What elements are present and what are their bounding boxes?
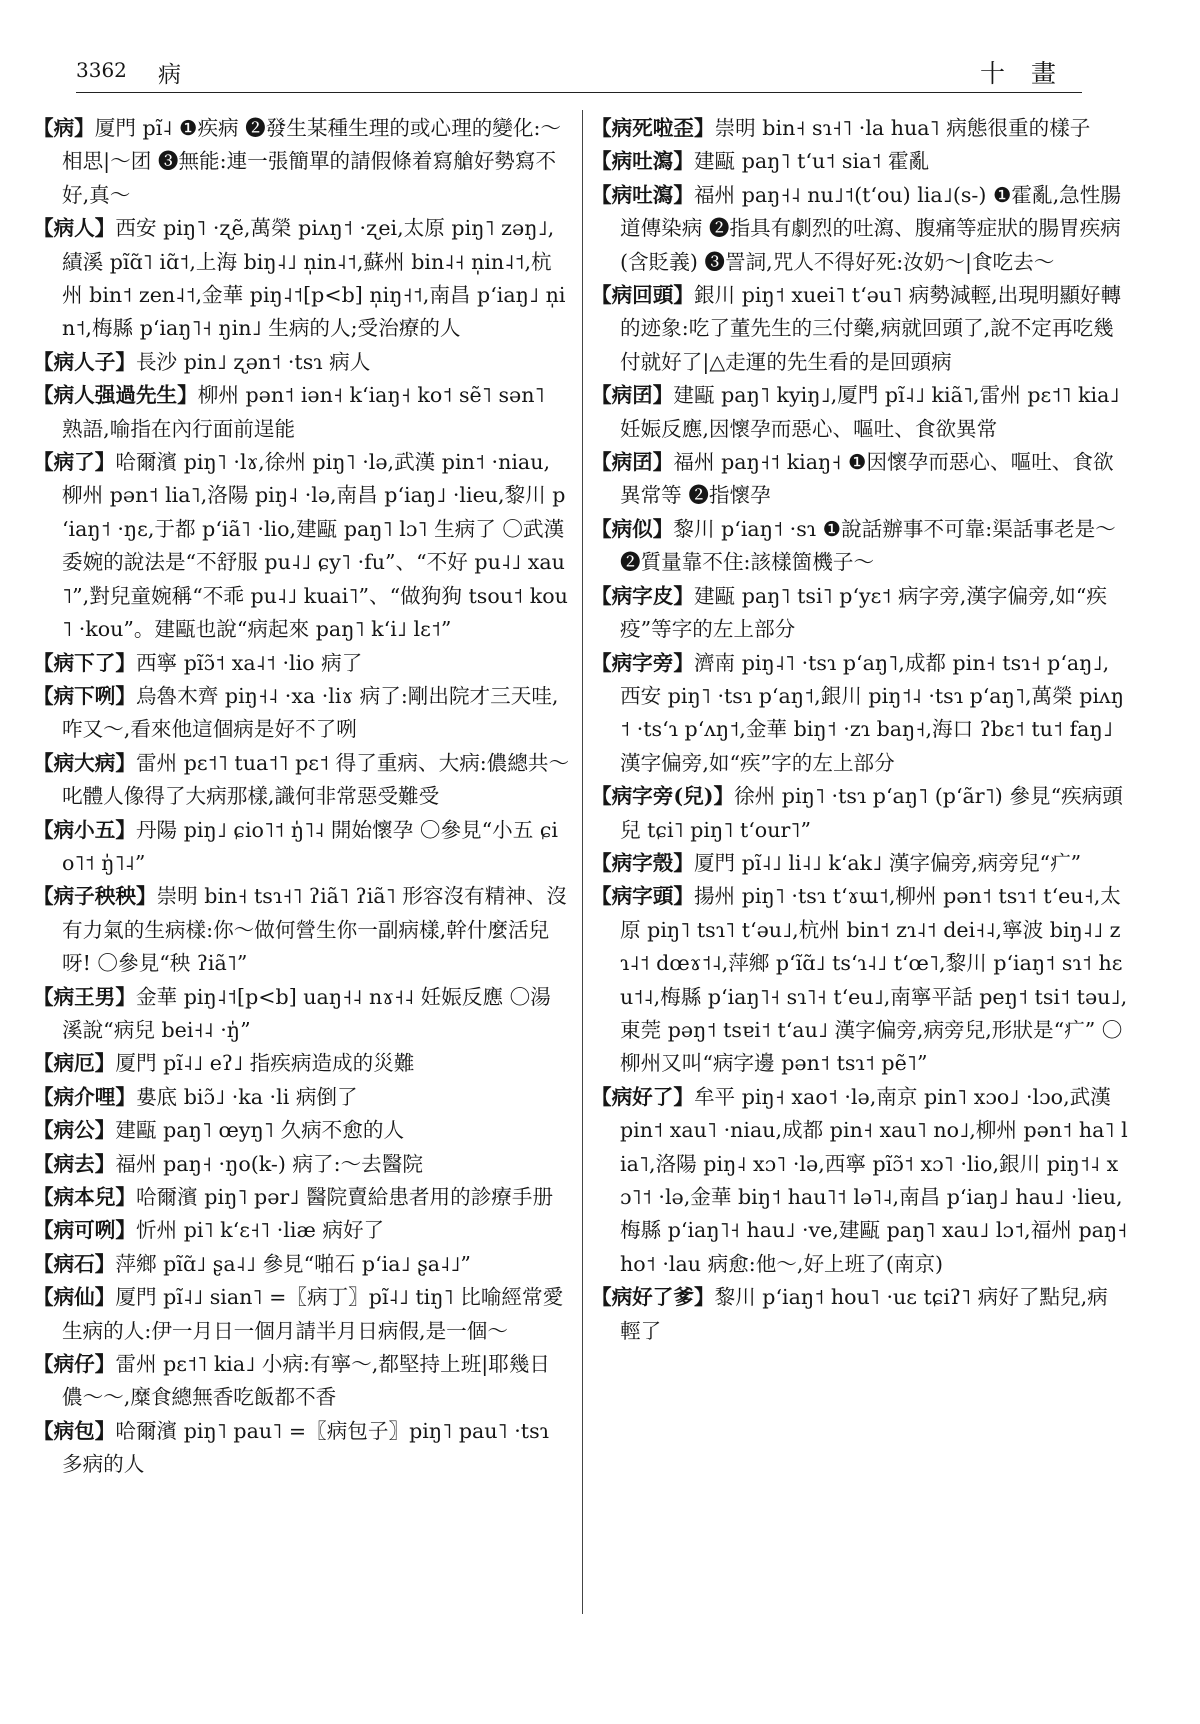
dictionary-entry	[33, 446, 570, 646]
entry-headword: 【病子秧秧】	[33, 884, 157, 909]
entry-definition: 哈爾濱 piŋ˥ pər˩ 醫院賣給患者用的診療手册	[135, 1185, 554, 1209]
dictionary-entry	[33, 1148, 570, 1181]
entry-headword: 【病公】	[33, 1118, 116, 1143]
entry-headword: 【病好了爹】	[591, 1285, 715, 1310]
entry-headword: 【病包】	[33, 1418, 116, 1443]
column-divider	[582, 110, 583, 1614]
entry-definition: 柳州 pən˦ iən˧ kʻiaŋ˧ ko˦ sẽ˥ sən˥ 熟語,喻指在內行面前逞能	[62, 383, 552, 441]
dictionary-entry	[591, 780, 1128, 847]
entry-headword: 【病似】	[591, 516, 674, 541]
entry-headword: 【病王男】	[33, 984, 136, 1009]
entry-headword: 【病人子】	[33, 349, 136, 374]
entry-definition: 崇明 bin˧ tsɿ˧˥ ʔiã˥ ʔiã˥ 形容沒有精神、沒有力氣的生病樣:你～做何營生你一副病樣,幹什麼活兒呀! 〇參見“秧 ʔiã˥”	[62, 884, 568, 976]
dictionary-entry	[33, 1281, 570, 1348]
stroke-section: 十畫	[979, 59, 1082, 88]
entry-headword: 【病去】	[33, 1151, 116, 1176]
entry-definition: 雷州 pɛ˦˥ kia˩ 小病:有寧～,都堅持上班|耶幾日儂～～,糜食總無香吃飯都不香	[62, 1352, 551, 1410]
left-column	[33, 112, 570, 1482]
entry-headword: 【病介哩】	[33, 1084, 136, 1109]
entry-definition: 西寧 pĩɔ̃˦ xa˨˦ ·lio 病了	[135, 650, 363, 675]
entry-definition: 哈爾濱 piŋ˥ pau˥ =〖病包子〗piŋ˥ pau˥ ·tsɿ 多病的人	[62, 1418, 556, 1477]
entry-definition: 建甌 paŋ˥ tʻu˦ sia˦ 霍亂	[693, 149, 930, 174]
dictionary-entry	[33, 112, 570, 212]
entry-definition: 牟平 piŋ˧ xao˦ ·lə,南京 pin˥ xɔo˩ ·lɔo,武漢 pin˦ xau˥ ·niau,成都 pin˧ xau˥ no˩,柳州 pən˦ ha˥ lia˥,洛陽 piŋ˨ xɔ˥ ·lə,西寧 pĩɔ̃˦ xɔ˥ ·lio,銀川 piŋ˦˨ xɔ˥˦ ·lə,金華 biŋ˦ hau˥˦ lə˥˨,南昌 pʻiaŋ˩ hau˩ ·lieu,梅縣 pʻiaŋ˥˧ hau˩ ·ve,建甌 paŋ˥ xau˩ lɔ˦,福州 paŋ˧ ho˦ ·lau 病愈:他～,好上班了(南京)	[620, 1084, 1134, 1276]
dictionary-entry	[33, 1181, 570, 1214]
entry-definition: 銀川 piŋ˦ xuei˥ tʻəu˥ 病勢減輕,出現明顯好轉的迹象:吃了董先生的三付藥,病就回頭了,說不定再吃幾付就好了|△走運的先生看的是回頭病	[620, 283, 1122, 374]
entry-headword: 【病本兒】	[33, 1185, 136, 1209]
entry-headword: 【病人】	[33, 216, 116, 241]
entry-headword: 【病回頭】	[591, 283, 694, 308]
dictionary-entry	[591, 145, 1128, 178]
entry-headword: 【病囝】	[591, 450, 674, 475]
right-column	[591, 112, 1134, 1348]
dictionary-entry	[33, 379, 570, 446]
dictionary-entry	[591, 379, 1128, 446]
entry-definition: 西安 piŋ˥ ·ʐẽ,萬榮 piʌŋ˦ ·ʐei,太原 piŋ˥ zəŋ˩,績溪 pĩɑ̃˥ iɑ̃˦,上海 biŋ˨˩ n̩in˨˦,蘇州 bin˨˧ n̩in˨˦,杭州 bin˦ zen˨˦,金華 piŋ˨˦[p<b] n̩iŋ˧˦,南昌 pʻiaŋ˩ n̩in˦,梅縣 pʻiaŋ˥˧ ŋin˩ 生病的人;受治療的人	[62, 216, 566, 341]
entry-definition: 厦門 pĩ˨˩ eʔ˩ 指疾病造成的災難	[115, 1051, 415, 1076]
dictionary-entry	[33, 814, 570, 881]
dictionary-entry	[33, 1214, 570, 1247]
entry-headword: 【病可咧】	[33, 1218, 136, 1243]
dictionary-entry	[33, 212, 570, 346]
dictionary-entry	[591, 580, 1128, 647]
entry-headword: 【病石】	[33, 1251, 116, 1276]
entry-headword: 【病字皮】	[591, 583, 694, 608]
dictionary-entry	[33, 1348, 570, 1415]
entry-definition: 福州 paŋ˧˨ nu˩˦(tʻou) lia˩(s-) ❶霍亂,急性腸道傳染病 ❷指具有劇烈的吐瀉、腹痛等症狀的腸胃疾病(含貶義) ❸詈詞,咒人不得好死:汝奶～|食吃去～	[620, 182, 1121, 274]
dictionary-entry	[591, 112, 1128, 145]
entry-definition: 徐州 piŋ˥ ·tsɿ pʻaŋ˥ (pʻãr˥) 參見“疾病頭兒 tɕi˥ piŋ˥ tʻour˥”	[620, 784, 1123, 842]
entry-definition: 建甌 paŋ˥ tsi˥ pʻyɛ˦ 病字旁,漢字偏旁,如“疾疫”等字的左上部分	[620, 583, 1107, 642]
dictionary-entry	[33, 1415, 570, 1482]
header-rule	[76, 92, 1082, 93]
entry-definition: 建甌 paŋ˥ kyiŋ˩,厦門 pĩ˨˩ kiã˥,雷州 pɛ˦˥ kia˩ 妊娠反應,因懷孕而惡心、嘔吐、食欲異常	[620, 383, 1127, 441]
dictionary-entry	[591, 847, 1128, 880]
dictionary-entry	[591, 446, 1128, 513]
head-character: 病	[158, 62, 181, 88]
entry-headword: 【病死啦歪】	[591, 116, 715, 140]
dictionary-entry	[33, 1114, 570, 1147]
entry-definition: 金華 piŋ˨˦[p<b] uaŋ˧˨ nɤ˧˨ 妊娠反應 〇湯溪說“病兒 bei˧˨ ·ŋ̍”	[62, 984, 551, 1042]
entry-headword: 【病人强過先生】	[33, 383, 198, 408]
dictionary-entry	[33, 346, 570, 379]
entry-headword: 【病好了】	[591, 1084, 694, 1109]
dictionary-entry	[33, 1047, 570, 1080]
entry-headword: 【病囝】	[591, 383, 674, 408]
entry-definition: 萍鄉 pĩɑ̃˩ ʂa˨˩ 參見“啪石 pʻia˩ ʂa˨˩”	[115, 1251, 471, 1276]
dictionary-entry	[591, 179, 1128, 279]
dictionary-entry	[33, 981, 570, 1048]
entry-headword: 【病字頭】	[591, 884, 694, 909]
entry-definition: 建甌 paŋ˥ œyŋ˥ 久病不愈的人	[115, 1118, 405, 1143]
entry-definition: 烏魯木齊 piŋ˧˨ ·xa ·liɤ 病了:剛出院才三天哇,咋又～,看來他這個病是好不了咧	[62, 683, 559, 742]
dictionary-entry	[33, 1248, 570, 1281]
entry-headword: 【病厄】	[33, 1051, 116, 1076]
entry-definition: 厦門 pĩ˨˩ li˨˩ kʻak˩ 漢字偏旁,病旁兒“疒”	[693, 850, 1082, 875]
dictionary-entry	[33, 647, 570, 680]
dictionary-entry	[33, 680, 570, 747]
entry-headword: 【病吐瀉】	[591, 149, 694, 174]
dictionary-entry	[591, 880, 1128, 1080]
page-header	[76, 48, 1082, 88]
entry-headword: 【病了】	[33, 450, 116, 475]
entry-definition: 黎川 pʻiaŋ˦ hou˥ ·uɛ tɕiʔ˥ 病好了點兒,病輕了	[620, 1285, 1108, 1343]
entry-headword: 【病仙】	[33, 1285, 116, 1310]
entry-definition: 婁底 biɔ̃˩ ·ka ·li 病倒了	[135, 1084, 358, 1109]
page-number: 3362	[76, 58, 127, 82]
dictionary-entry	[591, 513, 1128, 580]
dictionary-entry	[33, 747, 570, 814]
entry-definition: 長沙 pin˩ ʐən˦ ·tsɿ 病人	[135, 349, 371, 374]
entry-definition: 厦門 pĩ˨ ❶疾病 ❷發生某種生理的或心理的變化:～相思|～团 ❸無能:連一張簡單的請假條着寫艙好勢寫不好,真～	[62, 116, 562, 207]
dictionary-entry	[591, 647, 1128, 781]
entry-definition: 忻州 pi˥ kʻɛ˧˥ ·liæ 病好了	[135, 1218, 385, 1243]
entry-definition: 濟南 piŋ˨˥ ·tsɿ pʻaŋ˥,成都 pin˧ tsɿ˧ pʻaŋ˩,西安 piŋ˥ ·tsɿ pʻaŋ˦,銀川 piŋ˦˨ ·tsɿ pʻaŋ˥,萬榮 piʌŋ˦ ·tsʻɿ pʻʌŋ˦,金華 biŋ˦ ·zɿ baŋ˧,海口 ʔbɛ˦ tu˦ faŋ˩ 漢字偏旁,如“疾”字的左上部分	[620, 650, 1124, 775]
entry-definition: 崇明 bin˧ sɿ˧˥ ·la hua˥ 病態很重的樣子	[714, 116, 1091, 140]
entry-headword: 【病】	[33, 116, 95, 140]
dictionary-entry	[591, 1281, 1128, 1348]
entry-headword: 【病吐瀉】	[591, 182, 694, 207]
entry-definition: 丹陽 piŋ˩ ɕio˥˦ ŋ̍˥˨ 開始懷孕 〇參見“小五 ɕio˥˦ ŋ̍˥˨”	[62, 817, 559, 875]
dictionary-entry	[33, 1081, 570, 1114]
entry-headword: 【病下了】	[33, 650, 136, 675]
entry-definition: 揚州 piŋ˥ ·tsɿ tʻɤɯ˦,柳州 pən˦ tsɿ˦ tʻeu˧,太原 piŋ˥ tsɿ˥ tʻəu˩,杭州 bin˦ zɿ˨˦ dei˧˨,寧波 biŋ˨˩ zɿ˨˦ dœɤ˦˨,萍鄉 pʻĩɑ̃˩ tsʻɿ˨˩ tʻœ˥,黎川 pʻiaŋ˦ sɿ˦ hɛu˦˨,梅縣 pʻiaŋ˥˧ sɿ˥˧ tʻeu˩,南寧平話 peŋ˦ tsi˦ təu˩,東莞 pəŋ˦ tsɐi˦ tʻau˩ 漢字偏旁,病旁兒,形狀是“疒” 〇柳州又叫“病字邊 pən˦ tsɿ˦ pẽ˥”	[620, 884, 1128, 1076]
entry-definition: 哈爾濱 piŋ˥ ·lɤ,徐州 piŋ˥ ·lə,武漢 pin˦ ·niau,柳州 pən˦ lia˥,洛陽 piŋ˨ ·lə,南昌 pʻiaŋ˩ ·lieu,黎川 pʻiaŋ˦ ·ŋɛ,于都 pʻiã˥ ·lio,建甌 paŋ˥ lɔ˥ 生病了 〇武漢委婉的說法是“不舒服 pu˨˩ ɕy˥ ·fu”、“不好 pu˨˩ xau˥”,對兒童婉稱“不乖 pu˨˩ kuai˥”、“做狗狗 tsou˦ kou˥ ·kou”。建甌也說“病起來 paŋ˥ kʻi˩ lɛ˦”	[62, 450, 568, 642]
entry-headword: 【病小五】	[33, 817, 136, 842]
dictionary-entry	[591, 1081, 1134, 1281]
entry-definition: 黎川 pʻiaŋ˦ ·sɿ ❶說話辦事不可靠:渠話事老是～ ❷質量靠不住:該樣箇機子～	[620, 516, 1123, 575]
entry-definition: 福州 paŋ˧ ·ŋo(k-) 病了:～去醫院	[115, 1151, 423, 1176]
entry-headword: 【病仔】	[33, 1352, 116, 1377]
entry-headword: 【病字旁(兒)】	[591, 784, 735, 809]
entry-headword: 【病字旁】	[591, 650, 694, 675]
entry-definition: 福州 paŋ˧˦ kiaŋ˧ ❶因懷孕而惡心、嘔吐、食欲異常等 ❷指懷孕	[620, 450, 1114, 508]
dictionary-entry	[591, 279, 1128, 379]
dictionary-entry	[33, 880, 570, 980]
entry-headword: 【病下咧】	[33, 683, 136, 708]
entry-headword: 【病字殼】	[591, 850, 694, 875]
entry-definition: 厦門 pĩ˨˩ sian˥ =〖病丁〗pĩ˨˩ tiŋ˥ 比喻經常愛生病的人:伊一月日一個月請半月日病假,是一個～	[62, 1285, 564, 1343]
entry-headword: 【病大病】	[33, 750, 136, 775]
entry-definition: 雷州 pɛ˦˥ tua˦˥ pɛ˦ 得了重病、大病:儂總共～叱體人像得了大病那樣,識何非常惡受難受	[62, 750, 570, 809]
